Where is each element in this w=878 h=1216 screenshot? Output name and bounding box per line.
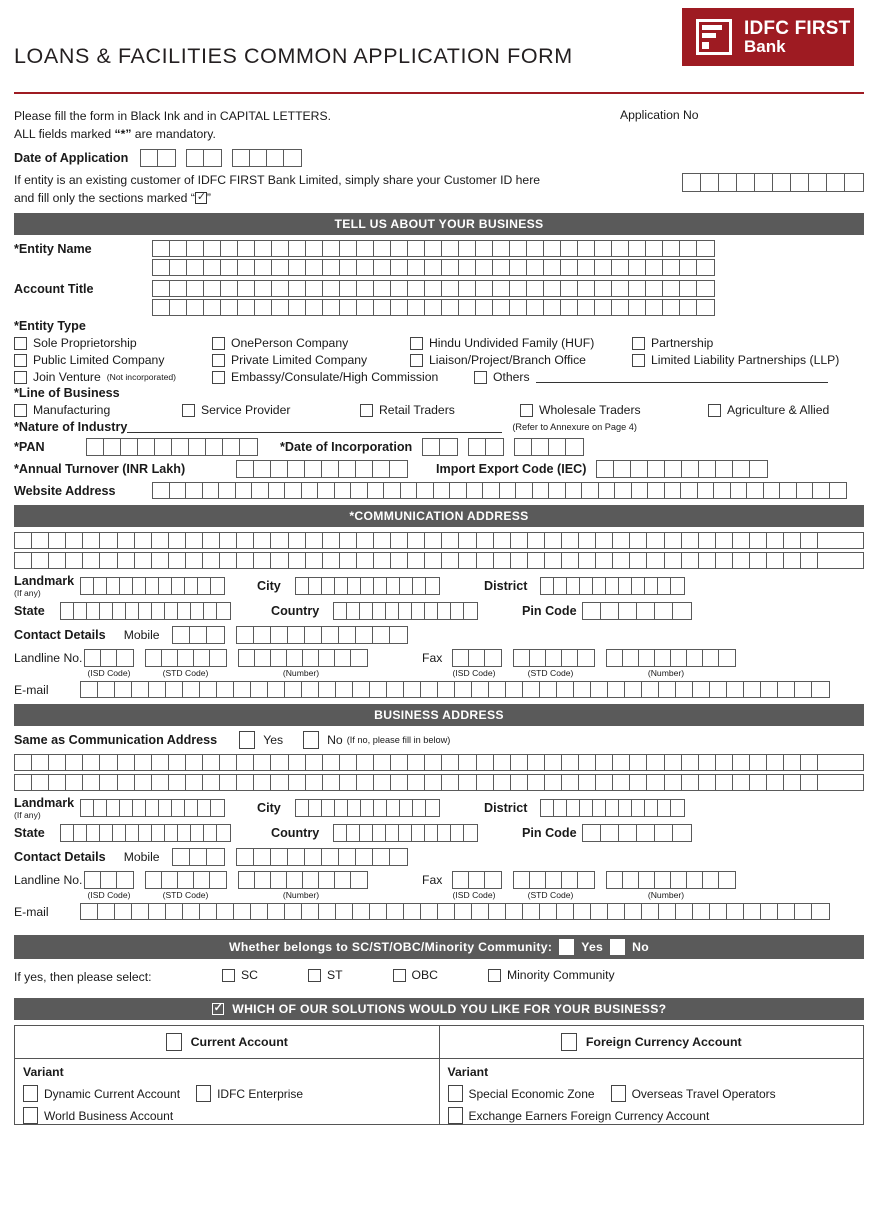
instruction-line-1: Please fill the form in Black Ink and in CAPITAL LETTERS. [14,109,331,123]
business-address-line-1[interactable] [14,754,864,771]
account-title-input-line-1[interactable] [152,280,715,297]
business-landline-input[interactable] [84,871,368,889]
entity-name-input-line-1[interactable] [152,240,715,257]
entity-type-options-row-2 [14,353,864,367]
business-mobile-input[interactable] [172,848,408,866]
idfc-first-bank-logo [682,8,854,66]
checkbox-icon[interactable] [474,371,487,384]
communication-fax-number-note: (Number) [647,668,685,679]
communication-landmark-city-district-row [14,574,864,598]
solutions-column-header[interactable] [15,1026,439,1059]
checkbox-icon[interactable] [520,404,533,417]
section-bar-business: TELL US ABOUT YOUR BUSINESS [14,213,864,235]
community-option-obc[interactable] [393,968,438,982]
communication-fax-input[interactable] [452,649,736,667]
others-write-in-field[interactable] [536,372,828,383]
checkmark-icon [195,192,207,204]
communication-landline-isd-note: (ISD Code) [87,668,131,679]
variant-option-overseas-travel-operators[interactable] [611,1085,776,1102]
business-landline-isd-note: (ISD Code) [87,890,131,901]
line-of-business-wholesale-traders[interactable] [520,403,708,417]
existing-customer-text-2 [14,190,682,207]
business-fax-isd-note: (ISD Code) [452,890,496,901]
community-no-checkbox[interactable] [610,939,625,955]
section-bar-business-address: BUSINESS ADDRESS [14,704,864,726]
business-state-input[interactable] [60,824,231,842]
business-state-country-pin-row [14,824,864,842]
iec-input[interactable] [596,460,768,478]
business-landmark-input[interactable] [80,799,225,817]
communication-phone-notes-row [14,667,864,679]
communication-country-input[interactable] [333,602,478,620]
joint-venture-note: (Not incorporated) [106,372,177,383]
communication-contact-row [14,626,864,644]
business-fax-number-note: (Number) [647,890,685,901]
same-as-yes-checkbox[interactable] [239,731,255,749]
community-yes-checkbox[interactable] [559,939,574,955]
entity-type-sole-proprietorship[interactable] [14,336,212,350]
pan-doi-row [14,438,864,456]
entity-name-row-2 [14,259,864,276]
line-of-business-service-provider[interactable] [182,403,360,417]
bank-logo-icon [696,19,732,55]
variant-label: Variant [23,1065,64,1080]
communication-city-input[interactable] [295,577,440,595]
variant-option-label: Special Economic Zone [468,1086,595,1101]
checkbox-icon[interactable] [561,1033,577,1051]
solutions-column-body [440,1059,864,1124]
communication-email-row [14,681,864,698]
same-as-no-label: No [327,733,343,748]
checkbox-icon[interactable] [308,969,321,982]
business-mobile-label: Mobile [123,850,160,865]
logo-text-secondary: Bank [744,37,786,57]
mandatory-text-a: ALL fields marked [14,126,115,141]
entity-type-label-embassy: Embassy/Consulate/High Commission [231,370,439,385]
mandatory-text-b: are mandatory. [131,126,216,141]
entity-type-liaison-project-branch-office[interactable] [410,353,632,367]
checkbox-icon[interactable] [14,404,27,417]
solutions-column-title: Current Account [190,1035,288,1050]
community-options-row [14,968,864,985]
application-no-label: Application No [620,108,699,122]
communication-landline-input[interactable] [84,649,368,667]
communication-contact-label: Contact Details [14,628,106,643]
variant-label: Variant [447,1065,489,1080]
community-option-sc[interactable] [222,968,258,982]
business-fax-input[interactable] [452,871,736,889]
business-landmark-city-district-row [14,796,864,820]
nature-of-industry-row [14,420,864,434]
business-city-label: City [257,801,281,816]
annual-turnover-label: *Annual Turnover (INR Lakh) [14,462,186,477]
same-as-no-note: (If no, please fill in below) [346,735,451,746]
line-of-business-label: Service Provider [201,403,291,418]
line-of-business-retail-traders[interactable] [360,403,520,417]
business-fax-label: Fax [422,873,443,888]
business-pincode-input[interactable] [582,824,692,842]
sections-marked-text: and fill only the sections marked “ [14,190,195,205]
variant-option-label: World Business Account [44,1108,174,1123]
community-if-yes-label: If yes, then please select: [14,969,152,984]
sections-marked-quote: ” [206,190,211,205]
checkbox-icon[interactable] [212,354,225,367]
pan-label: *PAN [14,440,45,455]
checkbox-icon[interactable] [212,371,225,384]
business-landline-number-note: (Number) [282,890,320,901]
communication-country-label: Country [271,604,320,619]
line-of-business-label: Manufacturing [33,403,111,418]
business-phone-notes-row [14,889,864,901]
entity-type-limited-liability-partnerships-llp[interactable] [632,353,864,367]
line-of-business-manufacturing[interactable] [14,403,182,417]
line-of-business-label: Retail Traders [379,403,455,418]
community-no-label: No [632,940,649,955]
variant-option-exchange-earners-foreign-currency-account[interactable] [448,1107,710,1124]
entity-type-hindu-undivided-family-huf[interactable] [410,336,632,350]
communication-pincode-label: Pin Code [522,604,577,619]
community-option-minority-community[interactable] [488,968,615,982]
entity-type-label: Public Limited Company [33,353,165,368]
checkbox-icon[interactable] [410,337,423,350]
date-of-application-input[interactable] [140,149,302,167]
communication-email-label: E-mail [14,682,49,697]
business-landline-std-note: (STD Code) [162,890,209,901]
communication-landmark-note: (If any) [14,588,41,599]
turnover-iec-row [14,460,864,478]
business-email-row [14,903,864,920]
communication-landmark-input[interactable] [80,577,225,595]
business-landline-label: Landline No. [14,873,83,888]
business-landline-fax-row [14,871,864,889]
business-landmark-label: Landmark [14,796,75,811]
date-of-application-row [14,149,864,167]
section-bar-solutions [14,998,864,1020]
business-city-input[interactable] [295,799,440,817]
variant-option-label: IDFC Enterprise [217,1086,304,1101]
business-address-line-2[interactable] [14,774,864,791]
communication-landline-number-note: (Number) [282,668,320,679]
variant-option-idfc-enterprise[interactable] [196,1085,303,1102]
pan-input[interactable] [86,438,258,456]
checkbox-icon[interactable] [14,371,27,384]
entity-type-label: OnePerson Company [231,336,349,351]
section-bar-community [14,935,864,959]
checkbox-icon[interactable] [393,969,406,982]
entity-name-row-1 [14,240,864,257]
communication-fax-label: Fax [422,651,443,666]
communication-fax-std-note: (STD Code) [527,668,574,679]
communication-district-label: District [484,579,528,594]
communication-landline-fax-row [14,649,864,667]
same-as-communication-label: Same as Communication Address [14,733,218,748]
nature-of-industry-label: *Nature of Industry [14,420,128,435]
community-option-label: OBC [411,968,438,983]
variant-option-world-business-account[interactable] [23,1107,173,1124]
entity-type-label: Sole Proprietorship [33,336,137,351]
website-address-label: Website Address [14,483,116,498]
entity-type-public-limited-company[interactable] [14,353,212,367]
entity-type-label: *Entity Type [14,319,86,334]
entity-type-label: Partnership [651,336,714,351]
entity-type-label: Hindu Undivided Family (HUF) [429,336,595,351]
header-divider [14,92,864,94]
communication-email-input[interactable] [80,681,830,698]
account-title-row-2 [14,299,864,316]
communication-city-label: City [257,579,281,594]
line-of-business-label: Agriculture & Allied [727,403,830,418]
line-of-business-agriculture-allied[interactable] [708,403,864,417]
variant-option-special-economic-zone[interactable] [448,1085,595,1102]
checkbox-icon[interactable] [212,337,225,350]
community-question-text: Whether belongs to SC/ST/OBC/Minority Community: [229,940,553,955]
communication-mobile-input[interactable] [172,626,408,644]
community-options [222,968,615,982]
community-yes-label: Yes [581,940,604,955]
community-option-label: Minority Community [506,968,615,983]
checkbox-icon[interactable] [360,404,373,417]
website-row [14,482,864,499]
communication-pincode-input[interactable] [582,602,692,620]
communication-address-line-2[interactable] [14,552,864,569]
nature-of-industry-input[interactable] [127,422,502,433]
checkbox-icon[interactable] [410,354,423,367]
business-state-label: State [14,826,45,841]
business-contact-row [14,848,864,866]
checkbox-icon[interactable] [448,1085,463,1102]
variant-option-label: Exchange Earners Foreign Currency Account [468,1108,710,1123]
entity-name-input-line-2[interactable] [152,259,715,276]
checkbox-icon[interactable] [611,1085,626,1102]
business-fax-std-note: (STD Code) [527,890,574,901]
entity-type-options-row-1 [14,336,864,350]
entity-type-label: Liaison/Project/Branch Office [429,353,586,368]
solutions-table [14,1025,864,1125]
entity-type-embassy[interactable] [212,370,474,384]
variant-option-label: Dynamic Current Account [44,1086,181,1101]
communication-district-input[interactable] [540,577,685,595]
mandatory-symbol: “*” [114,126,132,141]
checkbox-icon[interactable] [182,404,195,417]
customer-id-input[interactable] [682,173,864,192]
community-option-st[interactable] [308,968,343,982]
business-district-label: District [484,801,528,816]
checkbox-icon[interactable] [23,1107,38,1124]
line-of-business-options [14,403,864,417]
page-title: LOANS & FACILITIES COMMON APPLICATION FORM [14,44,573,68]
entity-type-private-limited-company[interactable] [212,353,410,367]
variant-option-dynamic-current-account[interactable] [23,1085,180,1102]
entity-type-partnership[interactable] [632,336,864,350]
communication-fax-isd-note: (ISD Code) [452,668,496,679]
communication-state-country-pin-row [14,602,864,620]
variant-option-label: Overseas Travel Operators [631,1086,776,1101]
checkbox-icon[interactable] [166,1033,182,1051]
entity-type-label-others: Others [493,370,530,385]
entity-type-options-row-3 [14,370,864,384]
entity-type-oneperson-company[interactable] [212,336,410,350]
business-country-label: Country [271,826,320,841]
entity-type-label-joint-venture: Join Venture [33,370,101,385]
logo-text-primary: IDFC FIRST [744,17,851,39]
solutions-column-2 [439,1026,864,1124]
same-as-communication-row [14,731,864,749]
communication-landline-std-note: (STD Code) [162,668,209,679]
business-email-label: E-mail [14,904,49,919]
date-of-incorporation-input[interactable] [422,438,584,456]
communication-state-input[interactable] [60,602,231,620]
variant-options [23,1085,431,1124]
entity-type-label: Private Limited Company [231,353,368,368]
business-district-input[interactable] [540,799,685,817]
business-pincode-label: Pin Code [522,826,577,841]
entity-type-joint-venture[interactable] [14,370,212,384]
communication-state-label: State [14,604,45,619]
intro-block [14,108,864,207]
date-of-application-label: Date of Application [14,151,129,166]
line-of-business-label: Wholesale Traders [539,403,641,418]
same-as-no-checkbox[interactable] [303,731,319,749]
checkbox-icon[interactable] [23,1085,38,1102]
community-option-label: ST [326,968,343,983]
communication-landline-label: Landline No. [14,651,83,666]
business-landmark-note: (If any) [14,810,41,821]
iec-label: Import Export Code (IEC) [436,462,587,477]
business-email-input[interactable] [80,903,830,920]
account-title-row-1 [14,280,864,297]
existing-customer-text-1: If entity is an existing customer of IDFC FIRST Bank Limited, simply share your Customer ID here [14,173,541,188]
business-country-input[interactable] [333,824,478,842]
line-of-business-label: *Line of Business [14,386,120,401]
checkbox-icon[interactable] [222,969,235,982]
checkbox-icon[interactable] [196,1085,211,1102]
checkbox-icon[interactable] [708,404,721,417]
solutions-column-body [15,1059,439,1124]
form-header [14,0,864,92]
entity-name-label: *Entity Name [14,241,92,256]
account-title-label: Account Title [14,281,94,296]
section-bar-communication-address: *COMMUNICATION ADDRESS [14,505,864,527]
checkbox-icon[interactable] [448,1107,463,1124]
date-of-incorporation-label: *Date of Incorporation [280,440,413,455]
entity-type-label: Limited Liability Partnerships (LLP) [651,353,840,368]
same-as-yes-label: Yes [263,733,284,748]
checkbox-icon[interactable] [14,337,27,350]
community-option-label: SC [241,968,258,983]
communication-address-line-1[interactable] [14,532,864,549]
checkbox-icon[interactable] [488,969,501,982]
entity-type-others[interactable] [474,370,864,384]
annual-turnover-input[interactable] [236,460,408,478]
communication-landmark-label: Landmark [14,574,75,589]
website-address-input[interactable] [152,482,847,499]
solutions-bar-text: WHICH OF OUR SOLUTIONS WOULD YOU LIKE FOR YOUR BUSINESS? [232,1002,667,1017]
existing-customer-row [14,172,864,207]
checkmark-icon [212,1003,224,1015]
communication-mobile-label: Mobile [123,628,160,643]
checkbox-icon[interactable] [632,337,645,350]
business-contact-label: Contact Details [14,850,106,865]
solutions-column-header[interactable] [440,1026,864,1059]
solutions-column-title: Foreign Currency Account [585,1035,742,1050]
checkbox-icon[interactable] [14,354,27,367]
nature-of-industry-note: (Refer to Annexure on Page 4) [512,422,637,433]
checkbox-icon[interactable] [632,354,645,367]
variant-options [448,1085,856,1124]
account-title-input-line-2[interactable] [152,299,715,316]
instruction-line-2 [14,126,864,144]
solutions-column-1 [15,1026,439,1124]
